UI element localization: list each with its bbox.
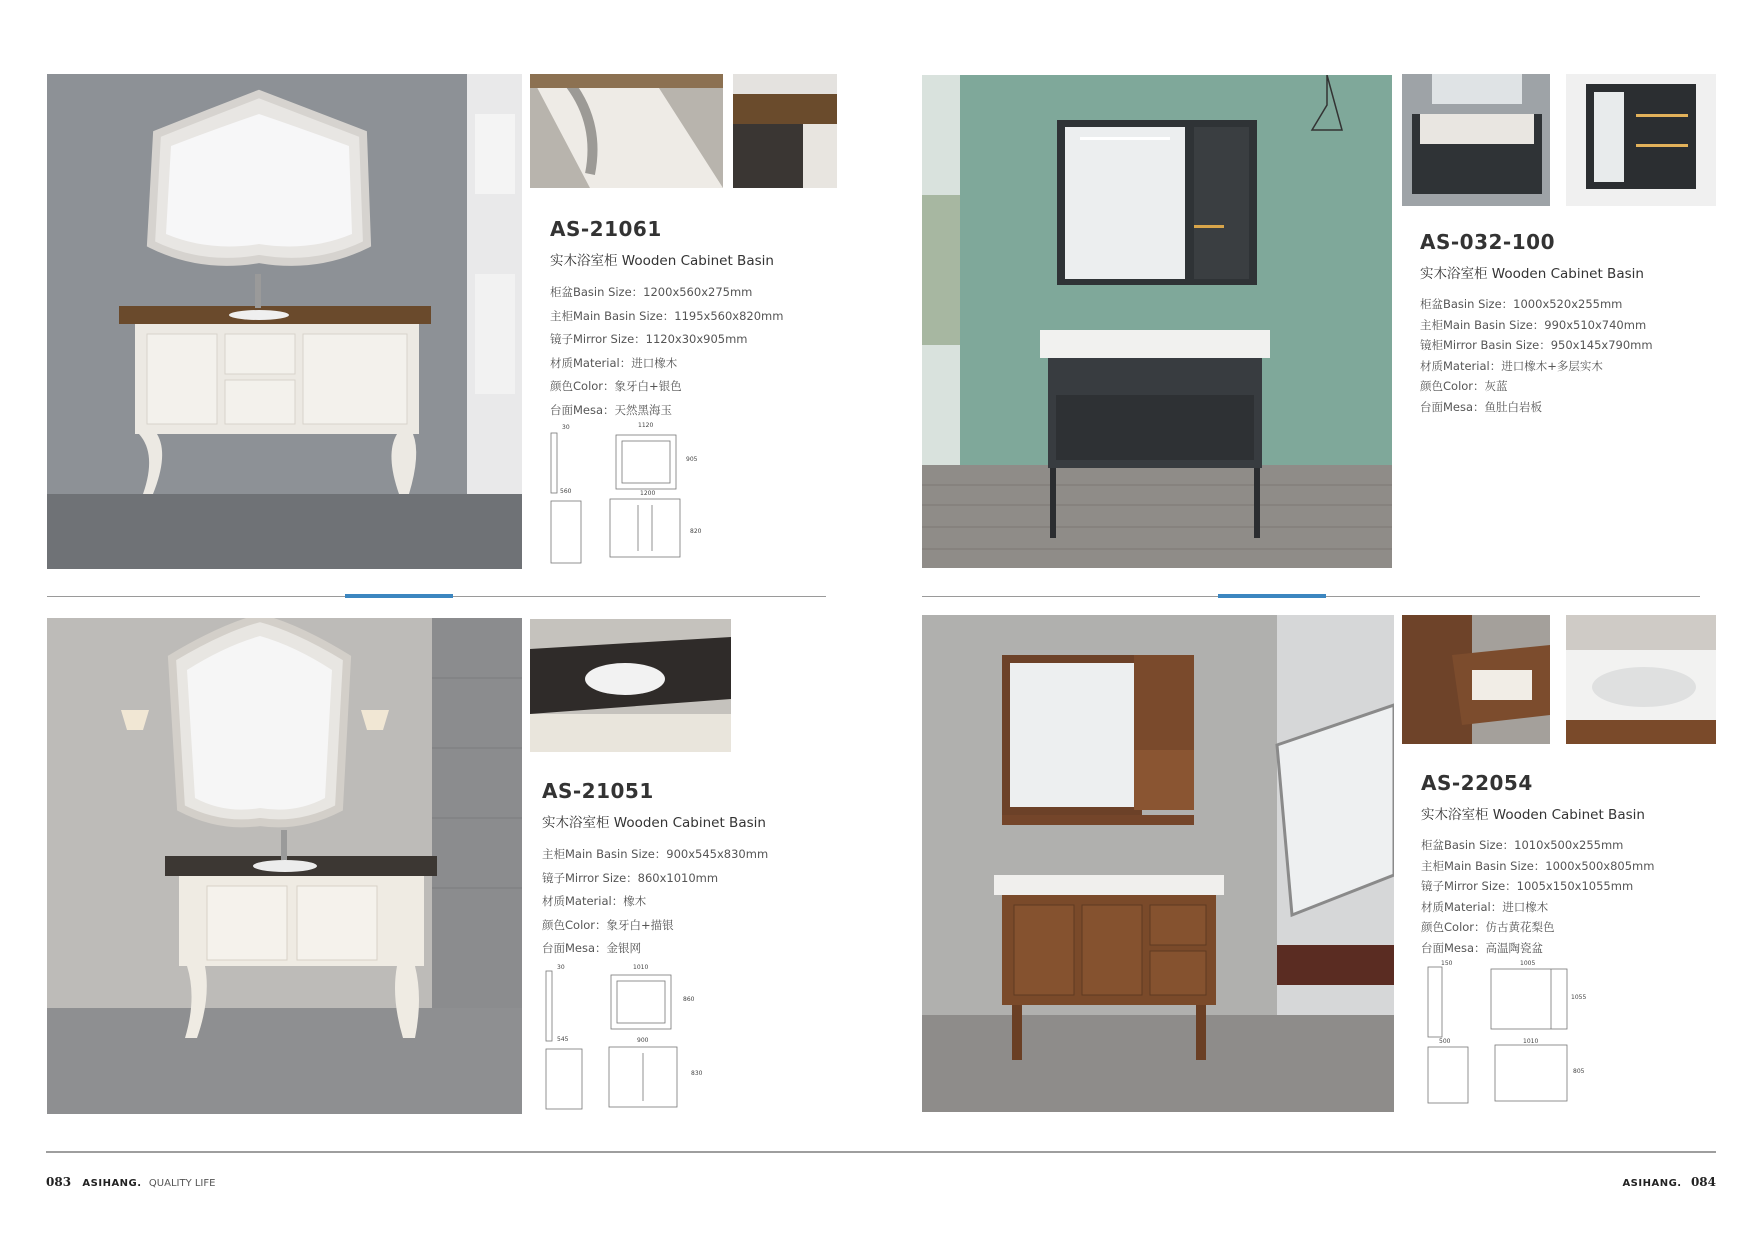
- product-info-as-21061: [550, 217, 783, 422]
- detail-thumb-carving: [530, 74, 723, 188]
- brand-name: ASIHANG.: [1622, 1178, 1682, 1189]
- product-photo-as-21061: [47, 74, 522, 569]
- product-info-as-032-100: [1420, 230, 1653, 417]
- dim-label: 150: [1441, 960, 1453, 967]
- spec-item: 材质Material：进口橡木+多层实木: [1420, 358, 1603, 373]
- detail-thumb-countertop: [733, 74, 837, 188]
- detail-thumb-basin-top: [530, 619, 731, 752]
- product-subtitle: 实木浴室柜 Wooden Cabinet Basin: [1421, 807, 1645, 823]
- dim-label: 1010: [1523, 1038, 1539, 1045]
- spec-item: 材质Material：进口橡木: [1421, 899, 1549, 914]
- brand-tagline: QUALITY LIFE: [148, 1178, 216, 1189]
- dim-label: 30: [562, 424, 570, 431]
- dim-label: 1005: [1520, 960, 1536, 967]
- dim-label: 1010: [633, 964, 649, 971]
- spec-item: 台面Mesa：金银网: [542, 941, 642, 955]
- footer-rule: [46, 1151, 1716, 1153]
- dim-label: 820: [690, 528, 702, 535]
- product-subtitle: 实木浴室柜 Wooden Cabinet Basin: [1420, 266, 1644, 282]
- dim-label: 545: [557, 1036, 569, 1043]
- product-photo-as-032-100: [922, 75, 1392, 568]
- section-accent-top-left: [345, 594, 453, 598]
- spec-item: 主柜Main Basin Size：1000x500x805mm: [1421, 858, 1655, 873]
- page-number: 083: [46, 1175, 72, 1189]
- dim-label: 900: [637, 1037, 649, 1044]
- dim-label: 1200: [640, 490, 656, 497]
- model-number: AS-032-100: [1420, 230, 1555, 254]
- spec-list: [1420, 294, 1653, 417]
- technical-drawing-as-21051: [543, 963, 713, 1113]
- spec-item: 柜盆Basin Size：1010x500x255mm: [1421, 838, 1624, 852]
- product-info-as-21051: [542, 779, 768, 961]
- section-accent-top-right: [1218, 594, 1326, 598]
- spec-item: 颜色Color：灰蓝: [1420, 379, 1508, 393]
- detail-thumb-ceramic-basin: [1566, 615, 1716, 744]
- dim-label: 500: [1439, 1038, 1451, 1045]
- model-number: AS-21061: [550, 217, 662, 241]
- dim-label: 830: [691, 1070, 703, 1077]
- footer-right: [1622, 1175, 1716, 1189]
- spec-item: 颜色Color：仿古黄花梨色: [1421, 920, 1555, 934]
- footer-left: [46, 1175, 215, 1189]
- page-number: 084: [1690, 1175, 1716, 1189]
- spec-item: 镜柜Mirror Basin Size：950x145x790mm: [1420, 338, 1653, 352]
- product-photo-as-21051: [47, 618, 522, 1114]
- spec-item: 主柜Main Basin Size：1195x560x820mm: [550, 308, 784, 323]
- dim-label: 1055: [1571, 994, 1587, 1001]
- model-number: AS-21051: [542, 779, 654, 803]
- dim-label: 860: [683, 996, 695, 1003]
- spec-item: 主柜Main Basin Size：990x510x740mm: [1420, 317, 1647, 332]
- detail-thumb-mirror-cabinet: [1566, 74, 1716, 206]
- product-photo-as-22054: [922, 615, 1394, 1112]
- spec-item: 镜子Mirror Size：860x1010mm: [542, 870, 719, 885]
- dim-label: 30: [557, 964, 565, 971]
- dim-label: 905: [686, 456, 698, 463]
- technical-drawing-as-21061: [548, 421, 708, 569]
- spec-item: 柜盆Basin Size：1000x520x255mm: [1420, 297, 1623, 311]
- dim-label: 1120: [638, 422, 654, 429]
- spec-item: 台面Mesa：高温陶瓷盆: [1421, 940, 1544, 955]
- spec-item: 颜色Color：象牙白+银色: [550, 379, 682, 393]
- spec-list: [550, 281, 783, 422]
- dim-label: 560: [560, 488, 572, 495]
- spec-item: 台面Mesa：鱼肚白岩板: [1420, 399, 1543, 414]
- spec-list: [1421, 835, 1654, 958]
- model-number: AS-22054: [1421, 771, 1533, 795]
- spec-item: 材质Material：橡木: [542, 894, 647, 908]
- spec-list: [542, 843, 768, 961]
- product-subtitle: 实木浴室柜 Wooden Cabinet Basin: [550, 253, 774, 269]
- dim-label: 805: [1573, 1068, 1585, 1075]
- spec-item: 镜子Mirror Size：1120x30x905mm: [550, 332, 748, 346]
- spec-item: 主柜Main Basin Size：900x545x830mm: [542, 847, 769, 861]
- spec-item: 镜子Mirror Size：1005x150x1055mm: [1421, 879, 1634, 893]
- brand-name: ASIHANG.: [82, 1178, 142, 1189]
- detail-thumb-drawer: [1402, 74, 1550, 206]
- spec-item: 柜盆Basin Size：1200x560x275mm: [550, 285, 753, 299]
- spec-item: 材质Material：进口橡木: [550, 355, 678, 370]
- technical-drawing-as-22054: [1425, 957, 1595, 1107]
- detail-thumb-wood-drawer: [1402, 615, 1550, 744]
- product-info-as-22054: [1421, 771, 1654, 958]
- product-subtitle: 实木浴室柜 Wooden Cabinet Basin: [542, 815, 766, 831]
- spec-item: 颜色Color：象牙白+描银: [542, 917, 674, 932]
- spec-item: 台面Mesa：天然黑海玉: [550, 402, 673, 417]
